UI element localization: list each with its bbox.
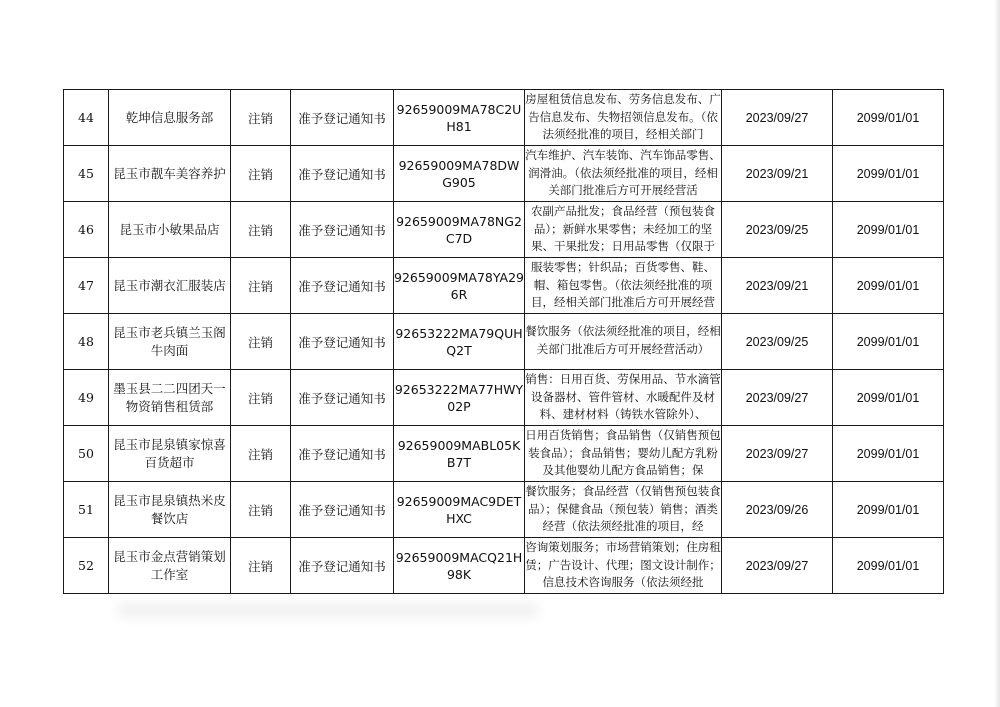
valid-until-date: 2099/01/01 xyxy=(833,314,944,370)
scan-smudge xyxy=(118,603,538,617)
row-number: 46 xyxy=(64,202,109,258)
row-number: 48 xyxy=(64,314,109,370)
entity-name: 昆玉市老兵镇兰玉阁牛肉面 xyxy=(109,314,231,370)
scope-cell xyxy=(525,314,722,370)
table-row xyxy=(64,258,944,314)
credit-code: 92659009MAC9DETHXC xyxy=(394,482,525,538)
credit-code: 92659009MA78C2UH81 xyxy=(394,90,525,146)
table-row xyxy=(64,90,944,146)
decision-date: 2023/09/25 xyxy=(722,314,833,370)
action-type: 注销 xyxy=(231,426,291,482)
credit-code: 92659009MA78NG2C7D xyxy=(394,202,525,258)
credit-code: 92659009MA78YA296R xyxy=(394,258,525,314)
business-scope: 日用百货销售；食品销售（仅销售预包装食品）；食品销售；婴幼儿配方乳粉及其他婴幼儿配方食品销售；保 xyxy=(525,428,721,477)
credit-code: 92659009MA78DWG905 xyxy=(394,146,525,202)
entity-name: 昆玉市金点营销策划工作室 xyxy=(109,538,231,594)
entity-name: 乾坤信息服务部 xyxy=(109,90,231,146)
decision-date: 2023/09/21 xyxy=(722,146,833,202)
row-number: 50 xyxy=(64,426,109,482)
business-scope: 销售：日用百货、劳保用品、节水滴管设备器材、管件管材、水暖配件及材料、建材材料（铸铁水管除外）、 xyxy=(525,372,721,421)
document-type: 准予登记通知书 xyxy=(291,258,394,314)
business-scope: 餐饮服务（依法须经批准的项目，经相关部门批准后方可开展经营活动） xyxy=(525,324,721,356)
scope-cell xyxy=(525,202,722,258)
action-type: 注销 xyxy=(231,314,291,370)
decision-date: 2023/09/21 xyxy=(722,258,833,314)
table-row xyxy=(64,370,944,426)
action-type: 注销 xyxy=(231,90,291,146)
business-scope: 餐饮服务；食品经营（仅销售预包装食品）；保健食品（预包装）销售；酒类经营（依法须经批准的项目，经 xyxy=(525,484,721,533)
row-number: 49 xyxy=(64,370,109,426)
business-scope: 咨询策划服务；市场营销策划；住房租赁；广告设计、代理；图文设计制作；信息技术咨询服务（依法须经批 xyxy=(525,540,721,589)
business-scope: 服装零售；针织品；百货零售、鞋、帽、箱包零售。（依法须经批准的项目，经相关部门批准后方可开展经营 xyxy=(531,260,715,309)
decision-date: 2023/09/27 xyxy=(722,538,833,594)
scope-cell xyxy=(525,482,722,538)
table-row xyxy=(64,482,944,538)
entity-name: 昆玉市小敏果品店 xyxy=(109,202,231,258)
scope-cell xyxy=(525,370,722,426)
scope-cell xyxy=(525,258,722,314)
action-type: 注销 xyxy=(231,258,291,314)
scope-cell xyxy=(525,146,722,202)
valid-until-date: 2099/01/01 xyxy=(833,90,944,146)
valid-until-date: 2099/01/01 xyxy=(833,370,944,426)
valid-until-date: 2099/01/01 xyxy=(833,426,944,482)
row-number: 52 xyxy=(64,538,109,594)
table-row xyxy=(64,426,944,482)
action-type: 注销 xyxy=(231,202,291,258)
decision-date: 2023/09/25 xyxy=(722,202,833,258)
document-type: 准予登记通知书 xyxy=(291,482,394,538)
scope-cell xyxy=(525,90,722,146)
credit-code: 92659009MACQ21H98K xyxy=(394,538,525,594)
table-body xyxy=(64,90,944,594)
decision-date: 2023/09/27 xyxy=(722,370,833,426)
valid-until-date: 2099/01/01 xyxy=(833,202,944,258)
decision-date: 2023/09/27 xyxy=(722,426,833,482)
table-row xyxy=(64,146,944,202)
row-number: 44 xyxy=(64,90,109,146)
document-type: 准予登记通知书 xyxy=(291,538,394,594)
document-type: 准予登记通知书 xyxy=(291,146,394,202)
row-number: 45 xyxy=(64,146,109,202)
credit-code: 92659009MABL05KB7T xyxy=(394,426,525,482)
credit-code: 92653222MA79QUHQ2T xyxy=(394,314,525,370)
row-number: 47 xyxy=(64,258,109,314)
credit-code: 92653222MA77HWY02P xyxy=(394,370,525,426)
row-number: 51 xyxy=(64,482,109,538)
valid-until-date: 2099/01/01 xyxy=(833,258,944,314)
document-type: 准予登记通知书 xyxy=(291,202,394,258)
valid-until-date: 2099/01/01 xyxy=(833,538,944,594)
page-edge-shadow xyxy=(994,0,1000,707)
action-type: 注销 xyxy=(231,370,291,426)
table-row xyxy=(64,538,944,594)
business-scope: 农副产品批发；食品经营（预包装食品）；新鲜水果零售；未经加工的坚果、干果批发；日用品零售（仅限于 xyxy=(531,204,715,253)
entity-name: 昆玉市昆泉镇热米皮餐饮店 xyxy=(109,482,231,538)
business-scope: 房屋租赁信息发布、劳务信息发布、广告信息发布、失物招领信息发布。（依法须经批准的项目，经相关部门 xyxy=(525,92,721,141)
document-type: 准予登记通知书 xyxy=(291,370,394,426)
decision-date: 2023/09/26 xyxy=(722,482,833,538)
entity-name: 墨玉县二二四团天一物资销售租赁部 xyxy=(109,370,231,426)
scope-cell xyxy=(525,538,722,594)
table-row xyxy=(64,314,944,370)
decision-date: 2023/09/27 xyxy=(722,90,833,146)
document-type: 准予登记通知书 xyxy=(291,90,394,146)
registration-table xyxy=(63,89,944,594)
action-type: 注销 xyxy=(231,482,291,538)
valid-until-date: 2099/01/01 xyxy=(833,146,944,202)
business-scope: 汽车维护、汽车装饰、汽车饰品零售、润滑油。（依法须经批准的项目，经相关部门批准后方可开展经营活 xyxy=(525,148,721,197)
valid-until-date: 2099/01/01 xyxy=(833,482,944,538)
scope-cell xyxy=(525,426,722,482)
entity-name: 昆玉市昆泉镇家惊喜百货超市 xyxy=(109,426,231,482)
action-type: 注销 xyxy=(231,538,291,594)
document-type: 准予登记通知书 xyxy=(291,426,394,482)
entity-name: 昆玉市潮衣汇服装店 xyxy=(109,258,231,314)
action-type: 注销 xyxy=(231,146,291,202)
entity-name: 昆玉市靓车美容养护 xyxy=(109,146,231,202)
table-row xyxy=(64,202,944,258)
document-type: 准予登记通知书 xyxy=(291,314,394,370)
